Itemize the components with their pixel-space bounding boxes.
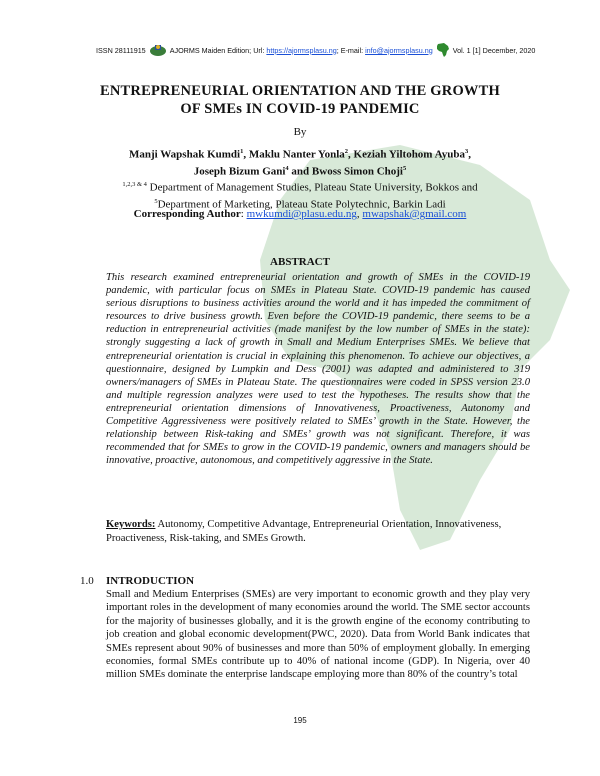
affiliation-2: Department of Marketing, Plateau State Polytechnic, Barkin Ladi: [157, 198, 446, 211]
page-number: 195: [293, 716, 307, 725]
affiliations: $^{1,2,3 \& 4}$ Department of Management Studies, Plateau State University, Bokkos and $^5$Department of Marketing, Plateau State Polytechnic, Barkin Ladi: [122, 181, 478, 211]
corresponding-email-2[interactable]: mwapshak@gmail.com: [362, 208, 467, 220]
section-number: 1.0: [80, 575, 94, 587]
keywords: [106, 518, 530, 545]
abstract-heading: ABSTRACT: [270, 256, 330, 268]
section-heading: INTRODUCTION: [106, 575, 195, 587]
running-header: [96, 42, 536, 58]
author-1: Manji Wapshak Kumdi: [129, 148, 241, 161]
journal-url-link[interactable]: https://ajormsplasu.ng: [266, 45, 337, 55]
url-label: Url:: [253, 45, 265, 55]
africa-map-icon: [435, 42, 451, 58]
author-5: and Bwoss Simon Choji: [288, 165, 403, 178]
issn-text: ISSN 28111915: [96, 45, 146, 55]
journal-email-link[interactable]: info@ajormsplasu.ng: [365, 45, 433, 55]
keywords-text: Autonomy, Competitive Advantage, Entrepreneurial Orientation, Innovativeness, Proactiveness, Risk-taking, and SMEs Growth.: [106, 519, 502, 544]
keywords-label: Keywords:: [106, 519, 156, 530]
corresponding-author: Corresponding Author: mwkumdi@plasu.edu.ng, mwapshak@gmail.com: [133, 208, 467, 220]
title-line-2: OF SMEs IN COVID-19 PANDEMIC: [180, 101, 420, 117]
edition-text: AJORMS Maiden Edition;: [169, 45, 252, 55]
author-3: , Keziah Yiltohom Ayuba: [348, 148, 465, 161]
by-line: By: [293, 126, 307, 138]
ajorms-logo-icon: [148, 43, 168, 57]
corresponding-label: Corresponding Author: [133, 208, 241, 220]
title-line-1: ENTREPRENEURIAL ORIENTATION AND THE GROWTH: [100, 83, 500, 99]
abstract-text: This research examined entrepreneurial orientation and growth of SMEs in the COVID-19 pandemic, with particular focus on SMEs in Plateau State. COVID-19 pandemic has caused serious disruptions to business activities around the world and it has impeded the commitment of resources to drive business growth. Even before the COVID-19 pandemic, there seems to be a reduction in entrepreneurial activities (made manifest by the low number of SMEs in the state): strongly suggesting a lack of growth in Small and Medium Enterprises SMEs. We believe that entrepreneurial orientation is crucial in explaining this phenomenon. To achieve our objectives, a questionnaire, designed by Lumpkin and Dess (2001) was adapted and administered to 319 owners/managers of SMEs in Plateau State. The questionnaires were coded in SPSS version 23.0 and multiple regression analyzes were used to test the hypotheses. The results show that the entrepreneurial orientation dimensions of Innovativeness, Proactiveness, Autonomy and Competitive Aggressiveness were positively related to SMEs’ growth in the State. However, the relationship between Risk-taking and SMEs’ growth was not significant. Therefore, it was recommended that for SMEs to grow in the COVID-19 pandemic, owners and managers should be innovative, proactive, autonomous, and competitively aggressive in the State.: [106, 272, 530, 467]
author-list: Manji Wapshak Kumdi$^1$, Maklu Nanter Yonla$^2$, Keziah Yiltohom Ayuba$^3$, Joseph Bizum Gani$^4$ and Bwoss Simon Choji$^5$: [129, 148, 471, 178]
author-4: Joseph Bizum Gani: [193, 165, 286, 178]
affiliation-1: Department of Management Studies, Plateau State University, Bokkos and: [146, 181, 478, 194]
volume-text: Vol. 1 [1] December, 2020: [452, 45, 536, 55]
email-label: ; E-mail:: [336, 45, 364, 55]
author-2: , Maklu Nanter Yonla: [243, 148, 345, 161]
paper-title: [60, 82, 540, 118]
introduction-text: Small and Medium Enterprises (SMEs) are very important to economic growth and they play very important roles in the development of many economies around the world. The SME sector accounts for the majority of businesses globally, and it is the growth engine of the economy contributing to job creation and global economic development(PWC, 2020). Data from World Bank indicates that SMEs represent about 90% of businesses and more than 50% of employment globally. In emerging economies, formal SMEs contribute up to 40% of national income (GDP). In Nigeria, over 40 million SMEs dominate the enterprise landscape employing more than 80% of the country’s total: [106, 589, 530, 681]
corresponding-email-1[interactable]: mwkumdi@plasu.edu.ng: [246, 208, 357, 220]
